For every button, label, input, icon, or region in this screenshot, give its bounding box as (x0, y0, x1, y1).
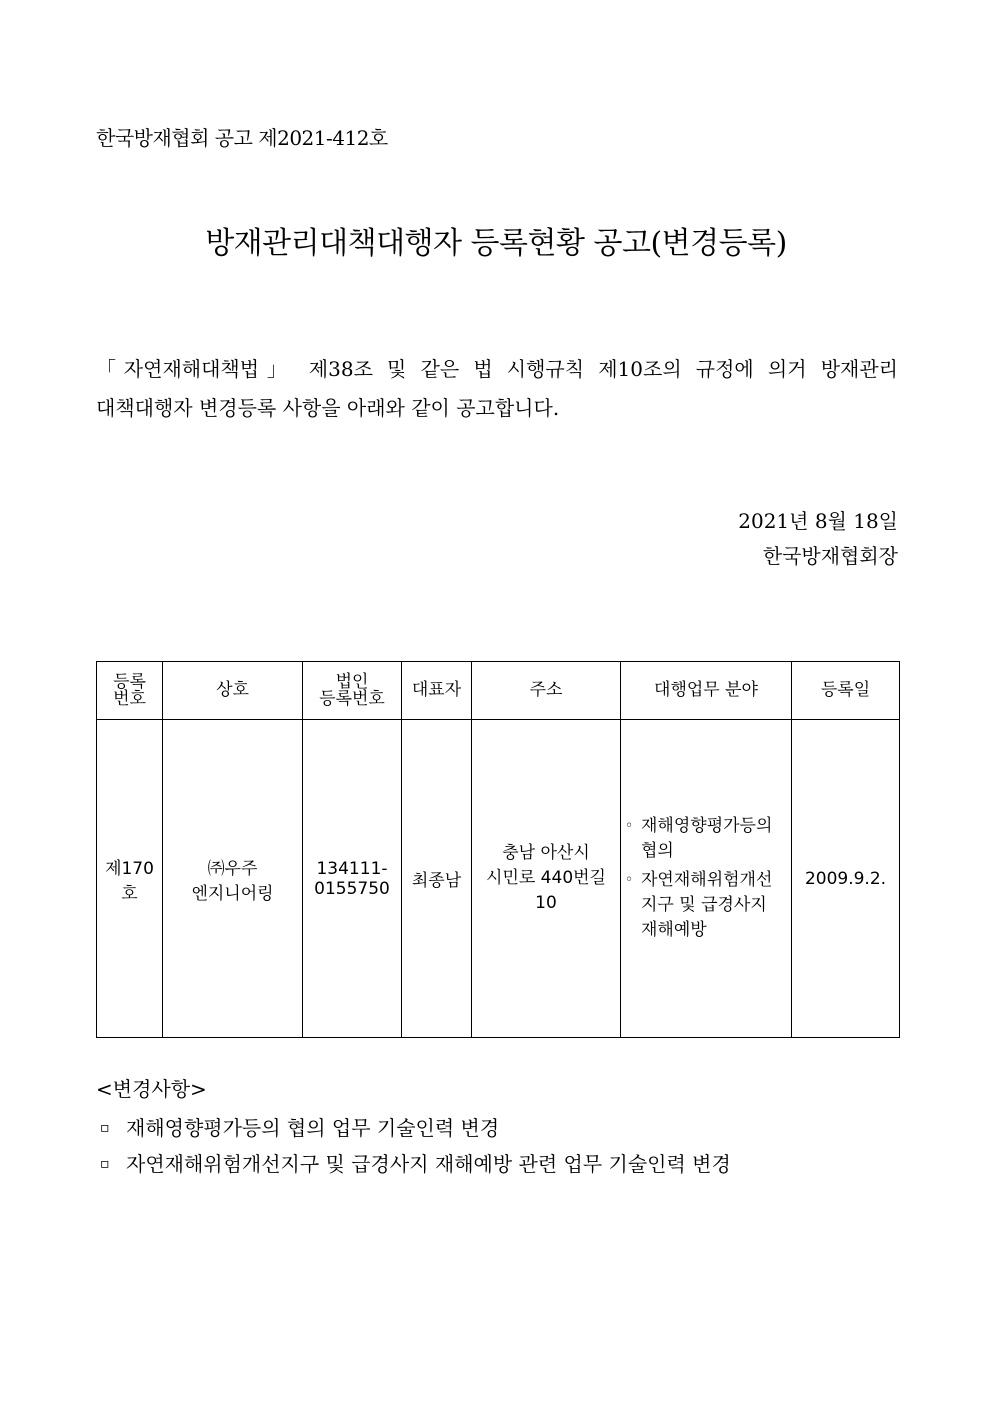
field-item (625, 868, 787, 943)
page-title: 방재관리대책대행자 등록현황 공고(변경등록) (205, 226, 787, 261)
changes-list (96, 1110, 731, 1182)
notice-date: 2021년 8월 18일 (738, 509, 898, 533)
cell-company (163, 720, 303, 1038)
cell-reg-date: 2009.9.2. (792, 720, 900, 1038)
table-header-row (97, 662, 900, 720)
field-item (625, 814, 787, 864)
company-line-1: ㈜우주 (207, 858, 258, 879)
field-1-line-2: 협의 (641, 841, 674, 861)
address-line-1: 충남 아산시 (502, 843, 590, 863)
square-bullet-icon: ▫ (100, 1120, 110, 1136)
corp-no-line-2: 0155750 (314, 878, 390, 899)
header-address: 주소 (472, 662, 621, 720)
circle-bullet-icon: ◦ (625, 818, 634, 834)
signer: 한국방재협회장 (762, 544, 898, 568)
square-bullet-icon: ▫ (100, 1156, 110, 1172)
header-representative: 대표자 (402, 662, 472, 720)
header-reg-date: 등록일 (792, 662, 900, 720)
address-line-3: 10 (535, 893, 557, 913)
cell-reg-no: 제170호 (97, 720, 163, 1038)
notice-body (96, 350, 898, 428)
header-fields: 대행업무 분야 (621, 662, 792, 720)
field-2-line-1: 자연재해위험개선 (641, 870, 773, 890)
notice-number: 한국방재협회 공고 제2021-412호 (96, 126, 388, 150)
notice-body-line-1: 「자연재해대책법」 제38조 및 같은 법 시행규칙 제10조의 규정에 의거 방재관리 (96, 357, 898, 381)
change-item-text: 재해영향평가등의 협의 업무 기술인력 변경 (126, 1116, 500, 1140)
header-reg-no-line-2: 번호 (113, 688, 146, 709)
header-reg-no (97, 662, 163, 720)
table-row (97, 720, 900, 1038)
cell-fields (621, 720, 792, 1038)
notice-body-line-2: 대책대행자 변경등록 사항을 아래와 같이 공고합니다. (96, 396, 560, 420)
header-corp-no-line-1: 법인 (335, 671, 369, 692)
header-corp-no (303, 662, 402, 720)
change-item-text: 자연재해위험개선지구 및 급경사지 재해예방 관련 업무 기술인력 변경 (126, 1152, 731, 1176)
cell-corp-no (303, 720, 402, 1038)
cell-representative: 최종남 (402, 720, 472, 1038)
header-corp-no-line-2: 등록번호 (319, 688, 385, 709)
circle-bullet-icon: ◦ (625, 872, 634, 888)
field-2-line-2: 지구 및 급경사지 (641, 895, 767, 915)
list-item (96, 1146, 731, 1182)
registration-table (96, 661, 900, 1038)
list-item (96, 1110, 731, 1146)
field-1-line-1: 재해영향평가등의 (641, 816, 773, 836)
field-2-line-3: 재해예방 (641, 920, 707, 940)
address-line-2: 시민로 440번길 (486, 868, 606, 888)
corp-no-line-1: 134111- (316, 858, 388, 879)
header-company: 상호 (163, 662, 303, 720)
cell-address (472, 720, 621, 1038)
changes-title: <변경사항> (96, 1077, 207, 1101)
company-line-2: 엔지니어링 (191, 883, 274, 904)
header-reg-no-line-1: 등록 (113, 671, 146, 692)
